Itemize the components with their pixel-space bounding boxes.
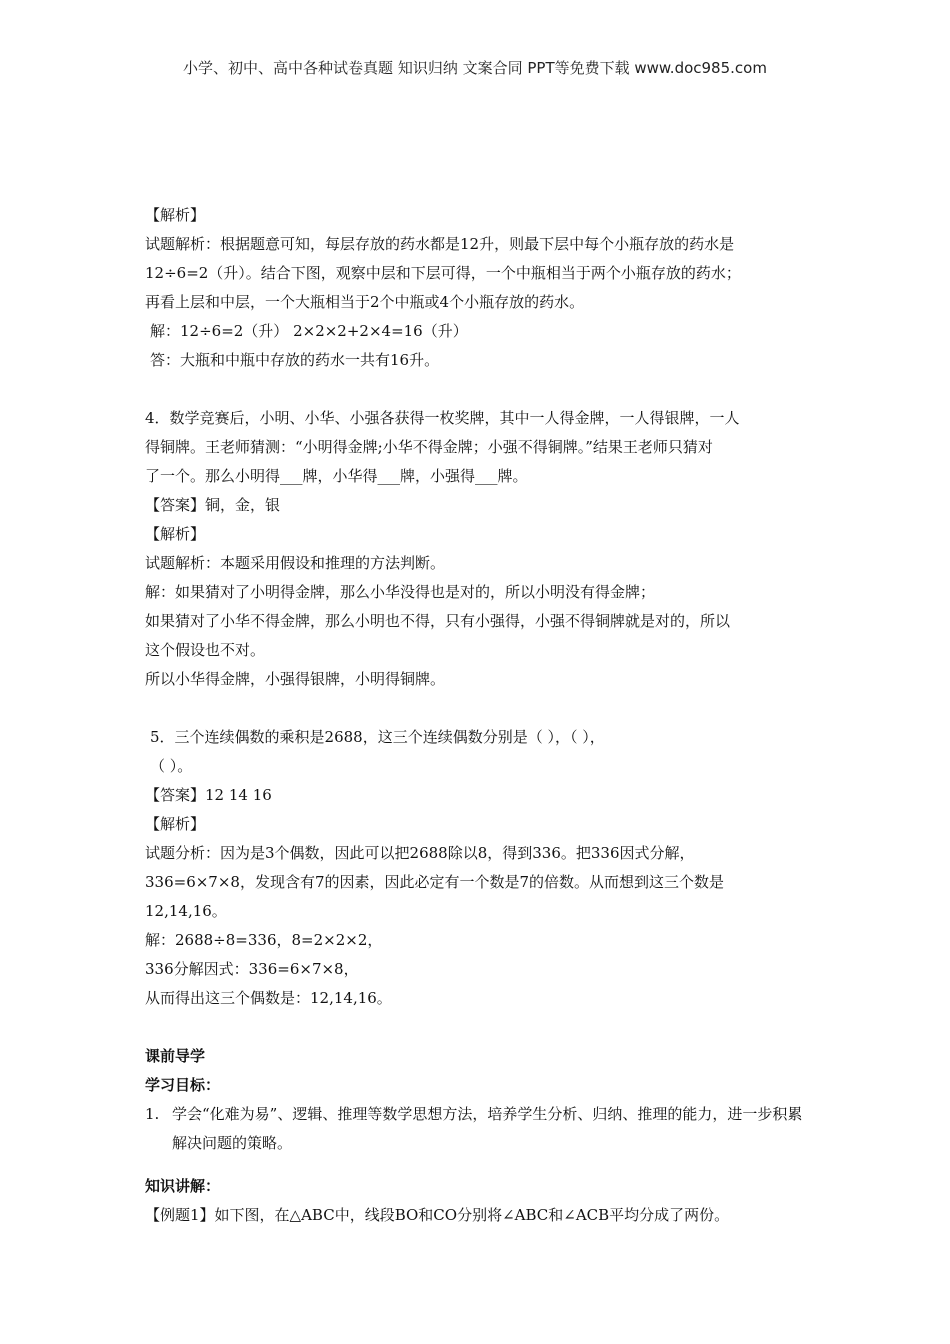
analysis-line: 如果猜对了小华不得金牌，那么小明也不得，只有小强得，小强不得铜牌就是对的，所以 <box>145 612 731 630</box>
question-5-line: 5．三个连续偶数的乘积是2688，这三个连续偶数分别是（ ），（ ）， <box>150 728 605 746</box>
analysis-line: 这个假设也不对。 <box>145 641 266 659</box>
question-5-answer: 【答案】12 14 16 <box>145 786 272 804</box>
question-5-line: （ ）。 <box>150 757 193 775</box>
analysis-line: 解：2688÷8=336，8=2×2×2， <box>145 931 383 949</box>
question-4-answer: 【答案】铜，金，银 <box>145 496 281 514</box>
section-title-goals: 学习目标： <box>145 1076 221 1094</box>
goal-text: 学会“化难为易”、逻辑、推理等数学思想方法，培养学生分析、归纳、推理的能力，进一步积累解决问题的策略。 <box>172 1105 803 1152</box>
analysis-line: 所以小华得金牌，小强得银牌，小明得铜牌。 <box>145 670 446 688</box>
section-title-preview: 课前导学 <box>145 1047 206 1065</box>
analysis-line: 12,14,16。 <box>145 902 227 920</box>
analysis-line: 解：如果猜对了小明得金牌，那么小华没得也是对的，所以小明没有得金牌； <box>145 583 656 601</box>
document-body <box>145 201 815 1230</box>
analysis-line: 试题解析：根据题意可知，每层存放的药水都是12升，则最下层中每个小瓶存放的药水是 <box>145 235 735 253</box>
analysis-label: 【解析】 <box>145 815 206 833</box>
analysis-line: 12÷6=2（升）。结合下图，观察中层和下层可得，一个中瓶相当于两个小瓶存放的药水； <box>145 264 741 282</box>
answer-line: 答：大瓶和中瓶中存放的药水一共有16升。 <box>150 351 440 369</box>
section-title-knowledge: 知识讲解： <box>145 1177 221 1195</box>
analysis-line: 再看上层和中层，一个大瓶相当于2个中瓶或4个小瓶存放的药水。 <box>145 293 585 311</box>
analysis-label: 【解析】 <box>145 525 206 543</box>
analysis-label: 【解析】 <box>145 206 206 224</box>
example-1-text: 【例题1】如下图，在△ABC中，线段BO和CO分别将∠ABC和∠ACB平均分成了两份。 <box>145 1206 730 1224</box>
analysis-line: 试题解析：本题采用假设和推理的方法判断。 <box>145 554 446 572</box>
question-4-line: 了一个。那么小明得___牌，小华得___牌，小强得___牌。 <box>145 467 528 485</box>
analysis-line: 试题分析：因为是3个偶数，因此可以把2688除以8，得到336。把336因式分解， <box>145 844 695 862</box>
analysis-line: 从而得出这三个偶数是：12,14,16。 <box>145 989 392 1007</box>
analysis-line: 336=6×7×8，发现含有7的因素，因此必定有一个数是7的倍数。从而想到这三个数是 <box>145 873 725 891</box>
analysis-line: 336分解因式：336=6×7×8， <box>145 960 359 978</box>
question-4-line: 4．数学竞赛后，小明、小华、小强各获得一枚奖牌，其中一人得金牌，一人得银牌，一人 <box>145 409 740 427</box>
goal-item <box>145 1100 815 1158</box>
page-header: 小学、初中、高中各种试卷真题 知识归纳 文案合同 PPT等免费下载 www.doc985.com <box>183 59 767 77</box>
question-4-line: 得铜牌。王老师猜测：“小明得金牌;小华不得金牌；小强不得铜牌。”结果王老师只猜对 <box>145 438 713 456</box>
solution-line: 解：12÷6=2（升） 2×2×2+2×4=16（升） <box>150 322 468 340</box>
goal-number: 1. <box>145 1105 160 1123</box>
